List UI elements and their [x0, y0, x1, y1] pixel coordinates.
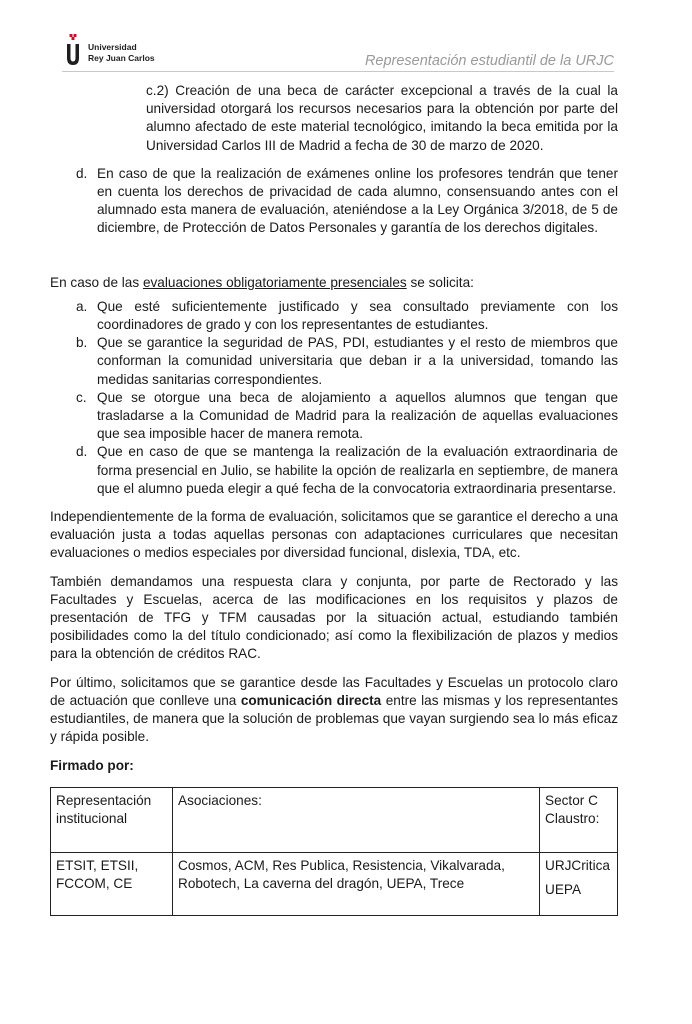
- logo-line-2: Rey Juan Carlos: [88, 53, 155, 63]
- presencial-item-d: [50, 443, 618, 498]
- presencial-intro: [50, 274, 618, 292]
- ultimo-bold: comunicación directa: [240, 692, 382, 708]
- page-header: [0, 0, 692, 80]
- presencial-item-a: [50, 298, 618, 334]
- item-text: Creación de una beca de carácter excepcional a través de la cual la universidad otorgará los recursos necesarios para la obtención por parte del alumno afectado de este material tecnológico, imitando la beca emitida por la Universidad Carlos III de Madrid a fecha de 30 de marzo de 2020.: [146, 83, 618, 153]
- header-title: Representación estudiantil de la URJC: [364, 53, 614, 69]
- intro-underlined: evaluaciones obligatoriamente presenciales: [142, 274, 407, 290]
- university-logo: [62, 33, 172, 67]
- paragraph-ultimo: [50, 674, 618, 747]
- item-label: a.: [76, 298, 88, 314]
- item-label: c.: [76, 389, 87, 405]
- header-institucional: Representación institucional: [51, 787, 173, 852]
- table-row: [51, 852, 618, 915]
- item-text: Que en caso de que se mantenga la realización de la evaluación extraordinaria de forma presencial en Julio, se habilite la opción de realizarla en septiembre, de manera que el alumno pueda elegir a qué fecha de la convocatoria extraordinaria presentarse.: [97, 444, 618, 496]
- header-asociaciones: Asociaciones:: [173, 787, 540, 852]
- presencial-item-b: [50, 334, 618, 389]
- cell-sector-c: [540, 852, 618, 915]
- logo-line-1: Universidad: [88, 42, 137, 52]
- intro-suffix: se solicita:: [406, 274, 474, 290]
- cell-institucional: ETSIT, ETSII, FCCOM, CE: [51, 852, 173, 915]
- logo-text: [88, 42, 155, 64]
- cell-asociaciones: Cosmos, ACM, Res Publica, Resistencia, Vikalvarada, Robotech, La caverna del dragón, UEPA, Trece: [173, 852, 540, 915]
- header-sector-c: Sector C Claustro:: [540, 787, 618, 852]
- item-c2: [50, 82, 618, 155]
- ultimo-suffix: entre las mismas y los representantes estudiantiles, de manera que la solución de problemas que vayan surgiendo sea lo más eficaz y rápida posible.: [50, 692, 618, 745]
- item-text: Que se garantice la seguridad de PAS, PDI, estudiantes y el resto de miembros que conforman la comunidad universitaria que deban ir a la universidad, tomando las medidas sanitarias correspondientes.: [97, 335, 618, 387]
- item-label: d.: [76, 165, 88, 181]
- item-text: En caso de que la realización de exámenes online los profesores tendrán que tener en cuenta los derechos de privacidad de cada alumno, consensuando antes con el alumnado esta manera de evaluación, ateniéndose a la Ley Orgánica 3/2018, de 5 de diciembre, de Protección de Datos Personales y garantía de los derechos digitales.: [97, 165, 618, 236]
- item-text: Que esté suficientemente justificado y sea consultado previamente con los coordinadores de grado y con los representantes de estudiantes.: [97, 298, 618, 333]
- urjc-crown-u-icon: [62, 33, 84, 67]
- paragraph-tambien: También demandamos una respuesta clara y conjunta, por parte de Rectorado y las Facultades y Escuelas, acerca de las modificaciones en los requisitos y plazos de presentación de TFG y TFM causadas por la situación actual, estudiando también posibilidades como la del título condicionado; así como la flexibilización de plazos y medios para la obtención de créditos RAC.: [50, 573, 618, 662]
- item-d-online: [50, 165, 618, 238]
- table-header-row: [51, 787, 618, 852]
- signatures-table: [50, 787, 618, 916]
- item-text: Que se otorgue una beca de alojamiento a aquellos alumnos que tengan que trasladarse a la Comunidad de Madrid para la realización de aquellas evaluaciones que sea imposible hacer de manera remota.: [97, 389, 618, 442]
- item-label: b.: [76, 335, 88, 351]
- item-label: d.: [76, 444, 88, 460]
- document-body: [50, 82, 618, 916]
- intro-prefix: En caso de las: [50, 274, 143, 290]
- paragraph-independiente: Independientemente de la forma de evaluación, solicitamos que se garantice el derecho a una evaluación justa a todas aquellas personas con adaptaciones curriculares que necesitan evaluaciones o medios especiales por diversidad funcional, dislexia, TDA, etc.: [50, 509, 618, 561]
- presencial-item-c: [50, 389, 618, 444]
- sector-c-entry-2: UEPA: [545, 881, 582, 897]
- sector-c-entry-1: URJCritica: [545, 857, 610, 873]
- item-label: c.2): [146, 83, 169, 98]
- ultimo-prefix: Por último, solicitamos que se garantice desde las Facultades y Escuelas un protocolo claro de actuación que conlleve una: [50, 674, 618, 708]
- header-divider: [62, 71, 614, 72]
- firmado-heading: Firmado por:: [50, 757, 134, 773]
